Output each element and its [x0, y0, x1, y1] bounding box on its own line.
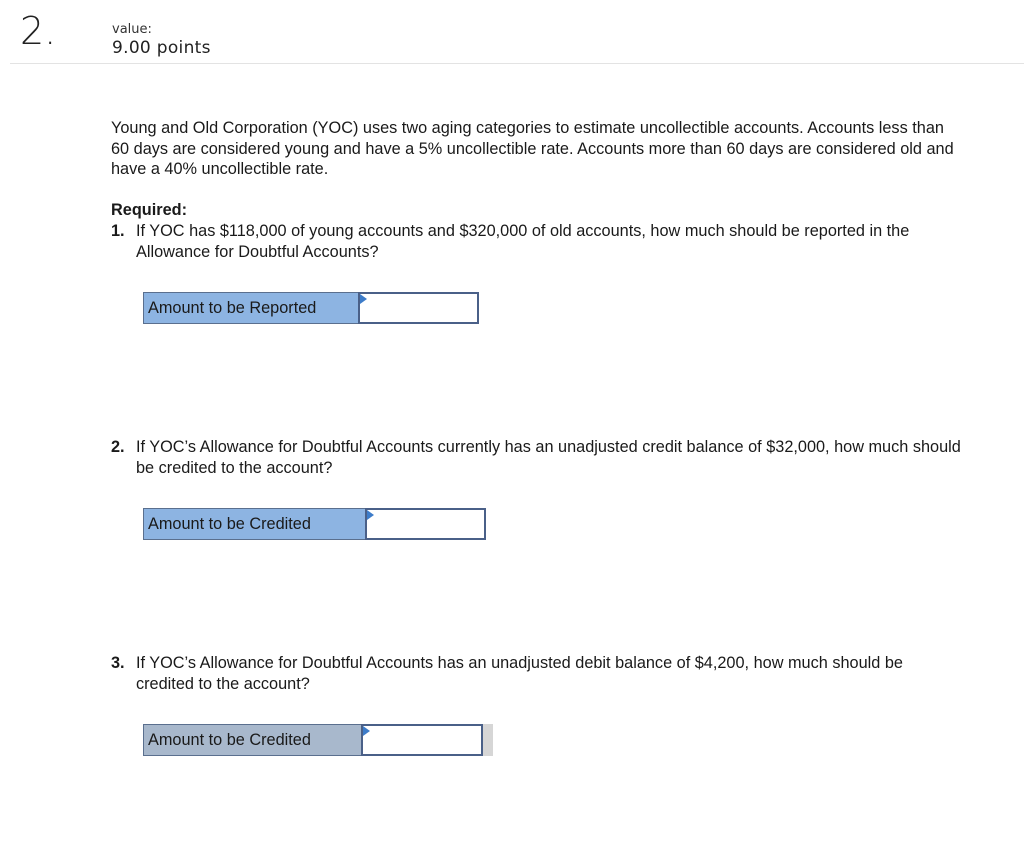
- question-1-text: If YOC has $118,000 of young accounts and $320,000 of old accounts, how much should be reported in the Allowance for Doubtful Accounts?: [136, 222, 910, 261]
- question-3: [111, 653, 961, 694]
- answer-row-2: [143, 508, 486, 540]
- amount-credited-input-3[interactable]: [361, 724, 483, 756]
- required-heading: Required:: [111, 201, 187, 219]
- question-2-number: 2.: [111, 438, 125, 456]
- question-3-number: 3.: [111, 654, 125, 672]
- question-2: [111, 437, 961, 478]
- question-1-number: 1.: [111, 222, 125, 240]
- question-2-text: If YOC’s Allowance for Doubtful Accounts currently has an unadjusted credit balance of $32,000, how much should be credited to the account?: [136, 438, 961, 477]
- answer-2-input-wrap: [365, 508, 486, 540]
- answer-row-3: [143, 724, 493, 756]
- answer-3-label: Amount to be Credited: [143, 724, 361, 756]
- flag-icon: [367, 510, 374, 520]
- scrollbar-stub[interactable]: [483, 724, 493, 756]
- question-1: [111, 221, 961, 262]
- answer-3-input-wrap: [361, 724, 483, 756]
- value-label: value:: [112, 22, 152, 37]
- answer-1-input-wrap: [358, 292, 479, 324]
- answer-2-label: Amount to be Credited: [143, 508, 365, 540]
- amount-credited-input-2[interactable]: [365, 508, 486, 540]
- points-value: 9.00 points: [112, 38, 211, 58]
- question-3-text: If YOC’s Allowance for Doubtful Accounts has an unadjusted debit balance of $4,200, how much should be credited to the account?: [136, 654, 903, 693]
- problem-intro: Young and Old Corporation (YOC) uses two aging categories to estimate uncollectible accounts. Accounts less than 60 days are considered young and have a 5% uncollectible rate. Accounts more than 60 days are considered old and have a 40% uncollectible rate.: [111, 119, 954, 178]
- answer-row-1: [143, 292, 479, 324]
- flag-icon: [360, 294, 367, 304]
- amount-reported-input[interactable]: [358, 292, 479, 324]
- header-divider: [10, 63, 1024, 64]
- answer-1-label: Amount to be Reported: [143, 292, 358, 324]
- problem-statement: [111, 118, 961, 180]
- question-number: 2.: [20, 9, 57, 53]
- flag-icon: [363, 726, 370, 736]
